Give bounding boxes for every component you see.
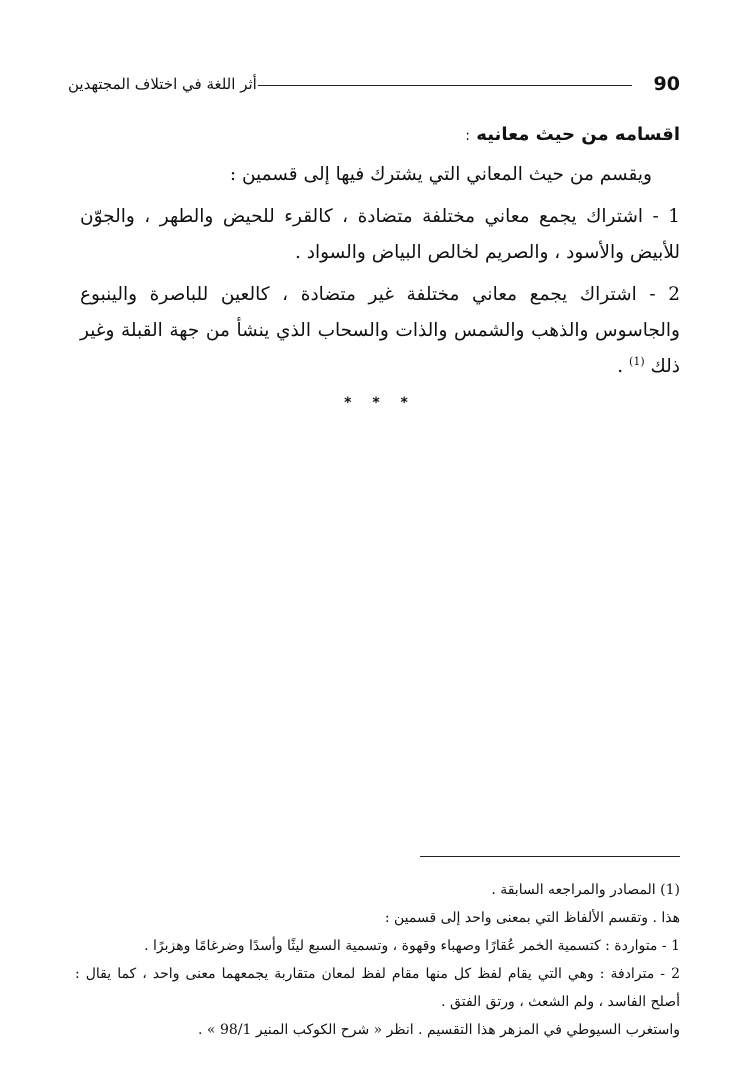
footnote-line: هذا . وتقسم الألفاظ التي بمعنى واحد إلى قسمين : xyxy=(384,910,680,926)
page-number: 90 xyxy=(653,73,680,95)
main-text xyxy=(80,118,680,411)
footnote-line: واستغرب السيوطي في المزهر هذا التقسيم . انظر « شرح الكوكب المنير 98/1 » . xyxy=(198,1022,680,1038)
list-item xyxy=(80,277,680,385)
footnote-line: 1 - متواردة : كتسمية الخمر عُقارًا وصهباء وقهوة ، وتسمية السبع ليثًا وأسدًا وضرغامًا وهزبرًا . xyxy=(144,938,680,954)
section-separator: * * * xyxy=(344,395,416,411)
section-heading-text: اقسامه من حيث معانيه xyxy=(476,124,680,145)
footnote-rule xyxy=(420,856,680,857)
header-rule xyxy=(258,85,632,86)
footnote-reference[interactable]: (1) xyxy=(629,354,645,368)
section-heading-colon: : xyxy=(465,128,471,144)
list-item-end: . xyxy=(617,356,630,377)
running-title: أثر اللغة في اختلاف المجتهدين xyxy=(68,75,257,93)
intro-paragraph: ويقسم من حيث المعاني التي يشترك فيها إلى قسمين : xyxy=(229,164,652,185)
page-header xyxy=(68,70,680,100)
footnotes xyxy=(75,876,680,1044)
footnote-line: (1) المصادر والمراجعه السابقة . xyxy=(491,882,680,898)
section-heading xyxy=(80,118,680,153)
list-item-text: 2 - اشتراك يجمع معاني مختلفة غير متضادة ، كالعين للباصرة والينبوع والجاسوس والذهب والشمس والذات والسحاب الذي ينشأ من جهة القبلة وغير ذلك xyxy=(80,284,680,377)
footnote-line: 2 - مترادفة : وهي التي يقام لفظ كل منها مقام لفظ لمعان متقاربة يجمعهما معنى واحد ، كما يقال : أصلح الفاسد ، ولم الشعث ، ورتق الفتق . xyxy=(75,966,680,1010)
list-item: 1 - اشتراك يجمع معاني مختلفة متضادة ، كالقرء للحيض والطهر ، والجوّن للأبيض والأسود ، والصريم لخالص البياض والسواد . xyxy=(80,206,680,263)
